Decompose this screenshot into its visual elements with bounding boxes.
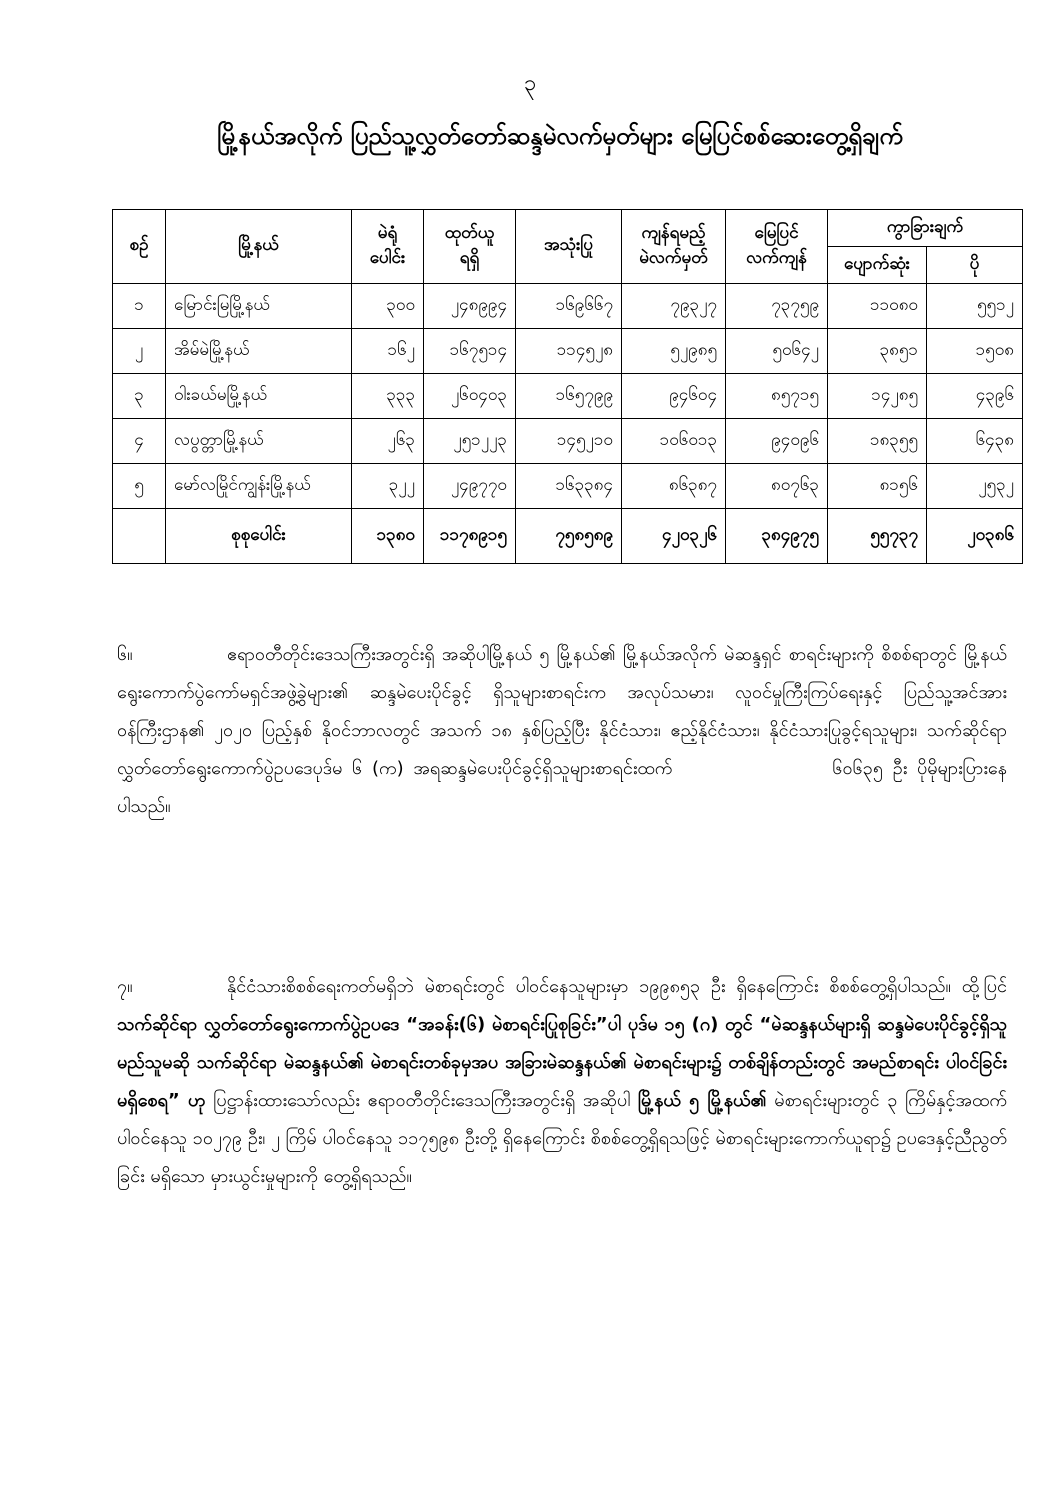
col-header-stations: မဲရုံ ပေါင်း <box>352 210 424 284</box>
cell-ground: ၈၅၇၁၅ <box>726 374 828 419</box>
cell-lost: ၁၈၃၅၅ <box>828 419 927 464</box>
cell-received: ၁၆၇၅၁၄ <box>424 329 516 374</box>
cell-ground: ၈၀၇၆၃ <box>726 464 828 509</box>
col-header-difference: ကွာခြားချက် <box>828 210 1023 247</box>
col-header-used: အသုံးပြု <box>516 210 622 284</box>
cell-remaining: ၉၄၆၀၄ <box>622 374 726 419</box>
col-header-ground: မြေပြင် လက်ကျန် <box>726 210 828 284</box>
cell-extra: ၁၅၀၈ <box>927 329 1023 374</box>
table-row <box>113 419 1023 464</box>
total-received: ၁၁၇၈၉၁၅ <box>424 509 516 564</box>
cell-received: ၂၅၁၂၂၃ <box>424 419 516 464</box>
total-extra: ၂၀၃၈၆ <box>927 509 1023 564</box>
cell-lost: ၃၈၅၁ <box>828 329 927 374</box>
total-row <box>113 509 1023 564</box>
cell-empty <box>113 509 166 564</box>
document-title: မြို့နယ်အလိုက် ပြည်သူ့လွှတ်တော်ဆန္ဒမဲလက်မှတ်များ မြေပြင်စစ်ဆေးတွေ့ရှိချက် <box>217 122 903 150</box>
cell-no: ၂ <box>113 329 166 374</box>
cell-township: ဝါးခယ်မမြို့နယ် <box>166 374 352 419</box>
cell-township: မော်လမြိုင်ကျွန်းမြို့နယ် <box>166 464 352 509</box>
cell-extra: ၂၅၃၂ <box>927 464 1023 509</box>
cell-extra: ၆၄၃၈ <box>927 419 1023 464</box>
col-header-received: ထုတ်ယူ ရရှိ <box>424 210 516 284</box>
cell-remaining: ၁၀၆၀၁၃ <box>622 419 726 464</box>
paragraph-number: ၇။ <box>117 976 133 997</box>
cell-stations: ၃၂၂ <box>352 464 424 509</box>
paragraph-text: နိုင်ငံသားစိစစ်ရေးကတ်မရှိဘဲ မဲစာရင်းတွင် ပါဝင်နေသူများမှာ ၁၉၉၈၅၃ ဦး ရှိနေကြောင်း စိစစ်တွေ့ရှိပါသည်။ ထို့ပြင် <box>227 976 1007 997</box>
cell-extra: ၄၃၉၆ <box>927 374 1023 419</box>
cell-remaining: ၅၂၉၈၅ <box>622 329 726 374</box>
cell-used: ၁၁၄၅၂၈ <box>516 329 622 374</box>
col-header-lost: ပျောက်ဆုံး <box>828 247 927 284</box>
results-table <box>112 209 1023 564</box>
cell-received: ၂၆၀၄၀၃ <box>424 374 516 419</box>
cell-used: ၁၆၃၃၈၄ <box>516 464 622 509</box>
cell-remaining: ၇၉၃၂၇ <box>622 284 726 329</box>
total-lost: ၅၅၇၃၇ <box>828 509 927 564</box>
cell-township: လပွတ္တာမြို့နယ် <box>166 419 352 464</box>
paragraph-bold-text: မြို့နယ် ၅ မြို့နယ်၏ <box>638 1090 767 1111</box>
table-row <box>113 374 1023 419</box>
cell-stations: ၂၆၃ <box>352 419 424 464</box>
cell-received: ၂၄၈၉၉၄ <box>424 284 516 329</box>
cell-lost: ၁၄၂၈၅ <box>828 374 927 419</box>
cell-ground: ၅၀၆၄၂ <box>726 329 828 374</box>
paragraph-7 <box>117 968 1007 1196</box>
cell-no: ၅ <box>113 464 166 509</box>
paragraph-text: ၆၀၆၃၅ ဦး ပိုမိုများပြားနေပါသည်။ <box>117 758 1007 817</box>
table-row <box>113 464 1023 509</box>
cell-lost: ၈၁၅၆ <box>828 464 927 509</box>
cell-no: ၁ <box>113 284 166 329</box>
cell-ground: ၇၃၇၅၉ <box>726 284 828 329</box>
cell-township: အိမ်မဲမြို့နယ် <box>166 329 352 374</box>
cell-used: ၁၄၅၂၁၀ <box>516 419 622 464</box>
cell-no: ၄ <box>113 419 166 464</box>
total-ground: ၃၈၄၉၇၅ <box>726 509 828 564</box>
paragraph-number: ၆။ <box>117 644 133 665</box>
page-number: ၃ <box>523 71 537 96</box>
cell-ground: ၉၄၀၉၆ <box>726 419 828 464</box>
cell-lost: ၁၁၀၈၀ <box>828 284 927 329</box>
cell-stations: ၁၆၂ <box>352 329 424 374</box>
cell-received: ၂၄၉၇၇၀ <box>424 464 516 509</box>
cell-township: မြောင်းမြမြို့နယ် <box>166 284 352 329</box>
cell-used: ၁၆၉၆၆၇ <box>516 284 622 329</box>
col-header-township: မြို့နယ် <box>166 210 352 284</box>
total-used: ၇၅၈၅၈၉ <box>516 509 622 564</box>
paragraph-text: ဧရာဝတီတိုင်းဒေသကြီးအတွင်းရှိ အဆိုပါမြို့နယ် ၅ မြို့နယ်၏ မြို့နယ်အလိုက် မဲဆန္ဒရှင် စာရင်းများကို စိစစ်ရာတွင် မြို့နယ်ရွေးကောက်ပွဲကော်မရှင်အဖွဲ့ခွဲများ၏ ဆန္ဒမဲပေးပိုင်ခွင့် ရှိသူများစာရင်းက အလုပ်သမား၊ လူဝင်မှုကြီးကြပ်ရေးနှင့် ပြည်သူ့အင်အားဝန်ကြီးဌာန၏ ၂၀၂၀ ပြည့်နှစ် နိုဝင်ဘာလတွင် အသက် ၁၈ နှစ်ပြည့်ပြီး နိုင်ငံသား၊ ဧည့်နိုင်ငံသား၊ နိုင်ငံသားပြုခွင့်ရသူများ၊ သက်ဆိုင်ရာ လွှတ်တော်ရွေးကောက်ပွဲဥပဒေပုဒ်မ ၆ (က) အရဆန္ဒမဲပေးပိုင်ခွင့်ရှိသူများစာရင်းထက် <box>117 644 1007 779</box>
cell-stations: ၃၀၀ <box>352 284 424 329</box>
paragraph-bold-text: သက်ဆိုင်ရာ လွှတ်တော်ရွေးကောက်ပွဲဥပဒေ “အခန်း(၆) မဲစာရင်းပြုစုခြင်း”ပါ ပုဒ်မ ၁၅ (ဂ) တွင် “မဲဆန္ဒနယ်များရှိ ဆန္ဒမဲပေးပိုင်ခွင့်ရှိသူ မည်သူမဆို သက်ဆိုင်ရာ မဲဆန္ဒနယ်၏ မဲစာရင်းတစ်ခုမှအပ အခြားမဲဆန္ဒနယ်၏ မဲစာရင်းများ၌ တစ်ချိန်တည်းတွင် အမည်စာရင်း ပါဝင်ခြင်း မရှိစေရ” ဟု <box>117 1014 1007 1111</box>
cell-stations: ၃၃၃ <box>352 374 424 419</box>
cell-no: ၃ <box>113 374 166 419</box>
total-stations: ၁၃၈၀ <box>352 509 424 564</box>
table-row <box>113 284 1023 329</box>
total-label: စုစုပေါင်း <box>166 509 352 564</box>
col-header-no: စဉ် <box>113 210 166 284</box>
table-row <box>113 329 1023 374</box>
cell-remaining: ၈၆၃၈၇ <box>622 464 726 509</box>
paragraph-text: ပြဋ္ဌာန်းထားသော်လည်း ဧရာဝတီတိုင်းဒေသကြီးအတွင်းရှိ အဆိုပါ <box>213 1090 631 1111</box>
cell-used: ၁၆၅၇၉၉ <box>516 374 622 419</box>
paragraph-6 <box>117 636 1007 826</box>
cell-extra: ၅၅၁၂ <box>927 284 1023 329</box>
total-remaining: ၄၂၀၃၂၆ <box>622 509 726 564</box>
paragraph-text: မဲစာရင်းများတွင် ၃ ကြိမ်နှင့်အထက် ပါဝင်နေသူ ၁၀၂၇၉ ဦး၊ ၂ ကြိမ် ပါဝင်နေသူ ၁၁၇၅၉၈ ဦးတို့ ရှိနေကြောင်း စိစစ်တွေ့ရှိရသဖြင့် မဲစာရင်းများကောက်ယူရာ၌ ဥပဒေနှင့်ညီညွတ်ခြင်း မရှိသော မှားယွင်းမှုများကို တွေ့ရှိရသည်။ <box>117 1090 1007 1187</box>
col-header-remaining: ကျန်ရမည့် မဲလက်မှတ် <box>622 210 726 284</box>
col-header-extra: ပို <box>927 247 1023 284</box>
